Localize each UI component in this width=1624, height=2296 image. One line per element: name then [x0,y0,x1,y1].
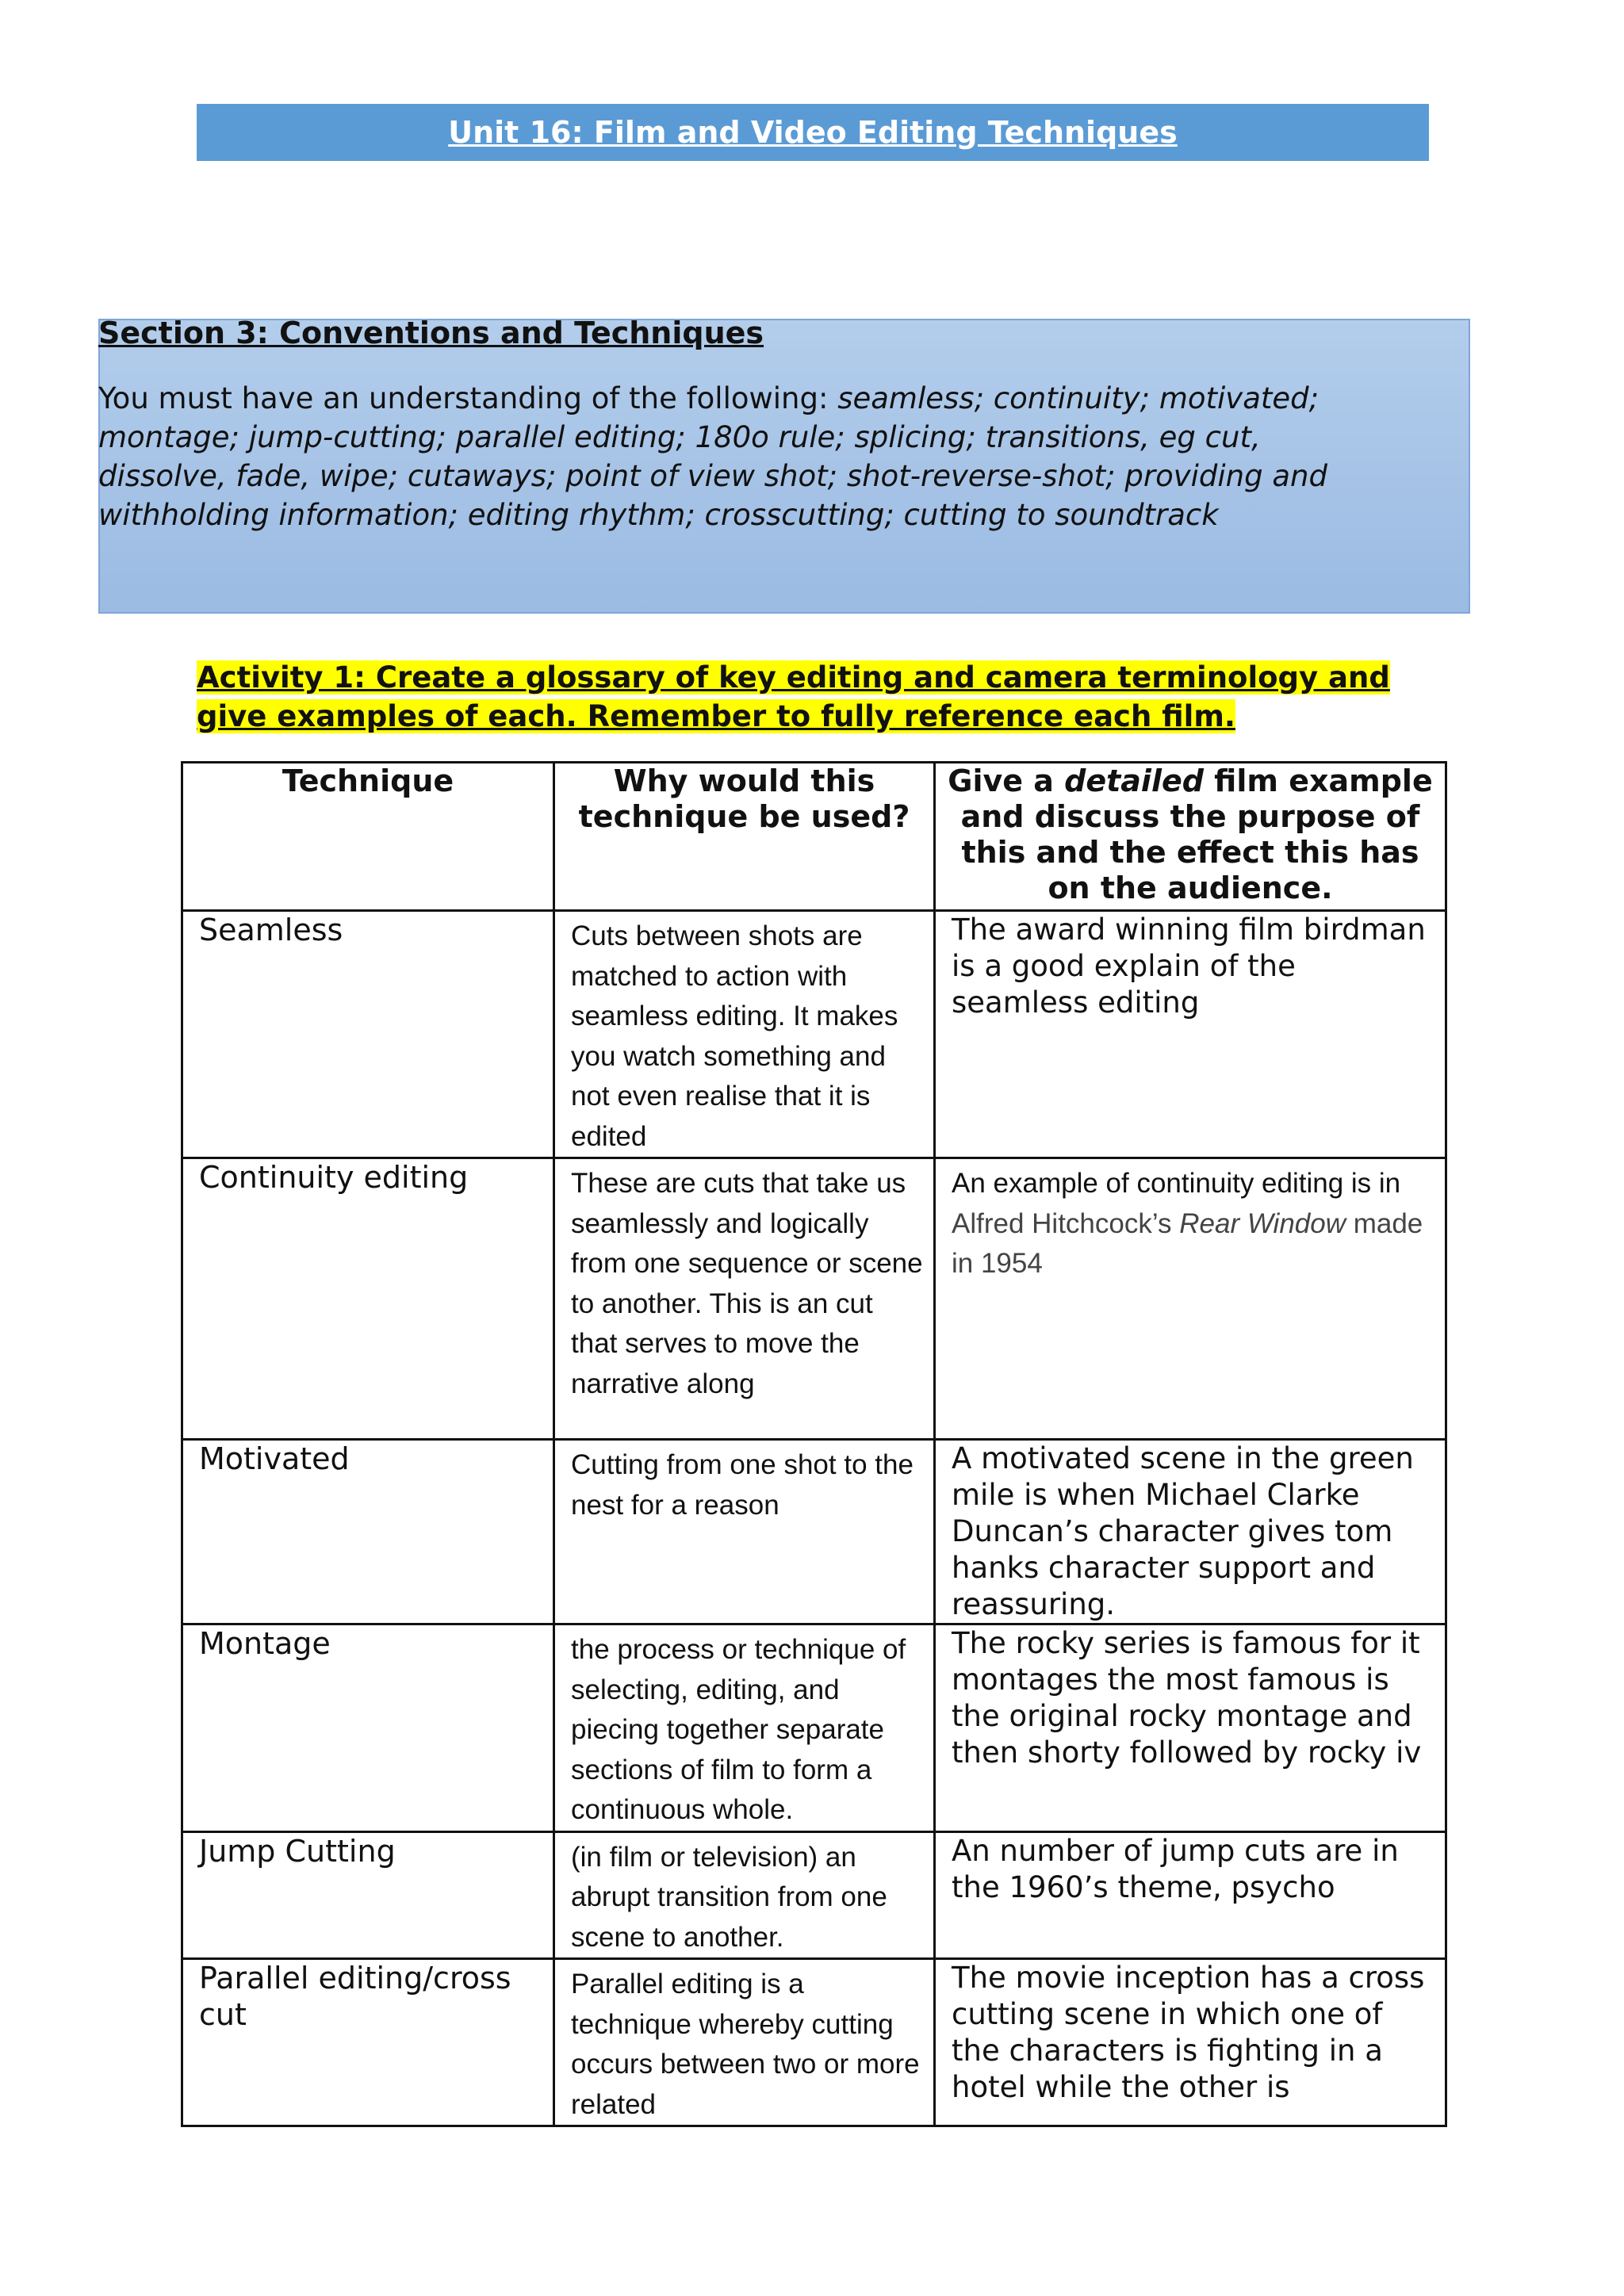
technique-cell: Continuity editing [182,1158,554,1440]
example-cell: The movie inception has a cross cutting scene in which one of the characters is fighting in a hotel while the other is [935,1959,1446,2126]
technique-cell: Jump Cutting [182,1831,554,1959]
example-cell: The rocky series is famous for it montages the most famous is the original rocky montage and then shorty followed by rocky iv [935,1624,1446,1832]
header-example-emph: detailed [1064,763,1204,798]
table-row [182,1158,1446,1440]
section-intro-terms: seamless; continuity; motivated; montage; jump-cutting; parallel editing; 180o rule; splicing; transitions, eg cut, dissolve, fade, wipe; cutaways; point of view shot; shot-reverse-shot; providing and withholding information; editing rhythm; crosscutting; cutting to soundtrack [98,381,1327,532]
example-director: Alfred Hitchcock’s [952,1207,1180,1239]
why-cell: (in film or television) an abrupt transition from one scene to another. [554,1831,935,1959]
table-row [182,1959,1446,2126]
table-row [182,911,1446,1158]
example-year: made in 1954 [952,1207,1423,1279]
header-example-pre: Give a [948,763,1065,798]
table-row [182,1624,1446,1832]
technique-cell: Montage [182,1624,554,1832]
why-cell: Cuts between shots are matched to action with seamless editing. It makes you watch something and not even realise that it is edited [554,911,935,1158]
section-intro-lead: You must have an understanding of the following: [98,381,838,415]
technique-cell: Motivated [182,1440,554,1624]
example-cell: A motivated scene in the green mile is when Michael Clarke Duncan’s character gives tom hanks character support and reassuring. [935,1440,1446,1624]
example-film-title: Rear Window [1179,1207,1346,1239]
header-example-post: film example and discuss the purpose of this and the effect this has on the audience. [960,763,1433,905]
example-cell: The award winning film birdman is a good explain of the seamless editing [935,911,1446,1158]
why-cell: Parallel editing is a technique whereby cutting occurs between two or more related [554,1959,935,2126]
table-row [182,1440,1446,1624]
section-heading: Section 3: Conventions and Techniques [98,316,764,350]
glossary-table [181,761,1447,2127]
table-row [182,1831,1446,1959]
table-header-row [182,763,1446,911]
activity-instruction [197,658,1418,736]
title-bar [197,104,1429,161]
why-cell: Cutting from one shot to the nest for a reason [554,1440,935,1624]
why-cell: These are cuts that take us seamlessly and logically from one sequence or scene to another. This is an cut that serves to move the narrative along [554,1158,935,1440]
header-technique: Technique [182,763,554,911]
header-example [935,763,1446,911]
example-text-a: An example of continuity editing is in [952,1168,1401,1199]
technique-cell: Seamless [182,911,554,1158]
why-cell: the process or technique of selecting, editing, and piecing together separate sections of film to form a continuous whole. [554,1624,935,1832]
page-title: Unit 16: Film and Video Editing Techniques [448,115,1178,150]
example-cell: An number of jump cuts are in the 1960’s theme, psycho [935,1831,1446,1959]
example-cell [935,1158,1446,1440]
section-intro [98,379,1335,534]
activity-text: Activity 1: Create a glossary of key editing and camera terminology and give examples of each. Remember to fully reference each film. [197,660,1390,733]
header-why: Why would this technique be used? [554,763,935,911]
technique-cell: Parallel editing/cross cut [182,1959,554,2126]
